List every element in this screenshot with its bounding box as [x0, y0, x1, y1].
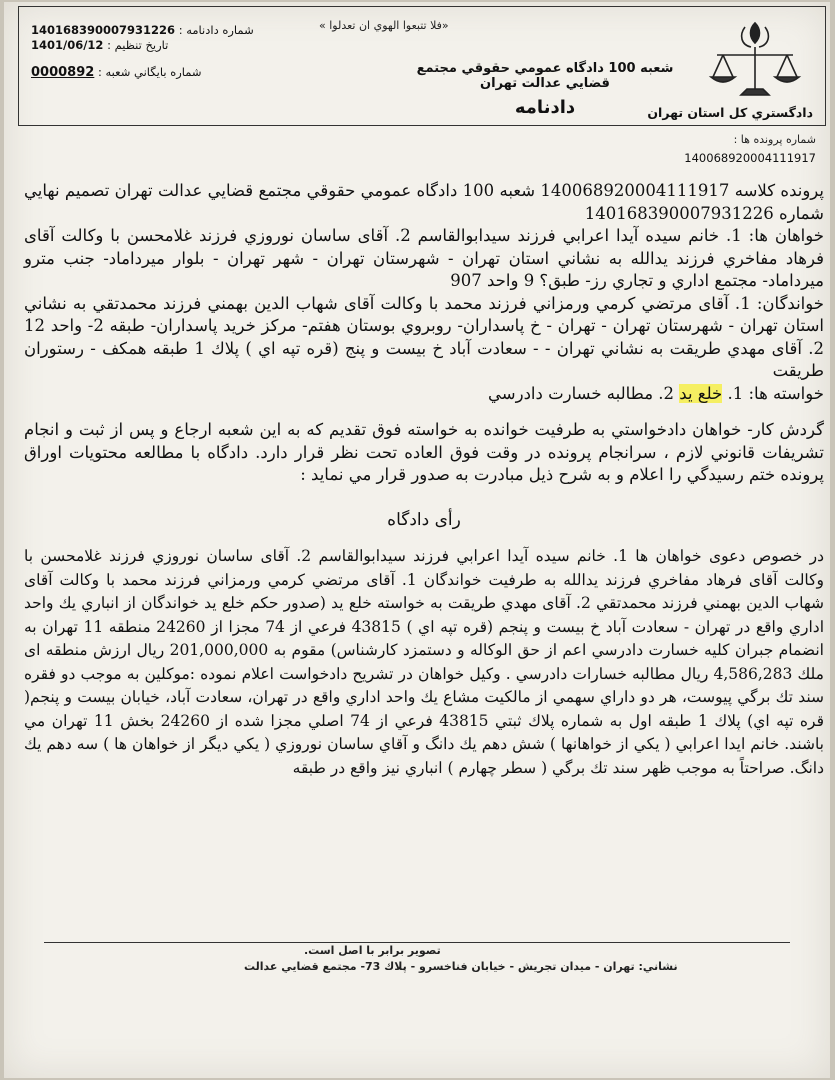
verdict-document — [4, 2, 830, 1078]
department-name: دادگستري كل استان تهران — [647, 105, 813, 120]
archive-row — [31, 65, 202, 80]
court-address: نشاني: تهران - ميدان تجريش - خيابان فناخسرو - پلاك 73- مجتمع قضايي عدالت — [244, 960, 678, 973]
defendants-paragraph: خواندگان: 1. آقاى مرتضي كرمي ورمزاني فرزند محمد با وكالت آقاى شهاب الدين بهمني فرزند محمدتقي به نشاني استان تهران - شهرستان تهران - تهران - خ پاسداران- روبروي بوستان هفتم- مركز خريد پاسداران- طبقه 2- واحد 12 2. آقاى مهدي طريقت به نشاني تهران - - سعادت آباد خ بيست و پنج (قره تپه اي ) پلاك 1 طبقه همكف - رستوران طريقت — [24, 293, 824, 380]
claims-highlight: خلع يد — [679, 383, 723, 403]
verdict-text: در خصوص دعوى خواهان ها 1. خانم سيده آيدا اعرابي فرزند سيدابوالقاسم 2. آقاى ساسان نوروزي فرزند غلامحسن با وكالت آقاى فرهاد مفاخري فرزند يدالله به طرفيت خواندگان 1. آقاى مرتضي كرمي ورمزاني فرزند محمد با وكالت آقاى شهاب الدين بهمني فرزند محمدتقي 2. آقاى مهدي طريقت به خواسته خلع يد (صدور حكم خلع يد خواندگان از انباري يك واحد اداري واقع در تهران - سعادت آباد خ بيست و پنجم (قره تپه اي ) 43815 فرعي از 74 مجزا از 24260 منطقه 11 تهران به انضمام جبران كليه خسارت دادرسي اعم از حق الوكاله و دستمزد كارشناس) مقوم به 201,000,000 ريال ارزش منطقه اى ملك 4,586,283 ريال مطالبه خسارات دادرسي . وكيل خواهان در تشريح دادخواست اعلام نموده :موكلين به موجب دو فقره سند تك برگي پيوست، هر دو داراي سهمي از مالكيت مشاع يك واحد اداري واقع در تهران، سعادت آباد، خيابان بيست و پنجم( قره تپه اي) پلاك 1 طبقه اول به شماره پلاك ثبتي 43815 فرعي از 74 اصلي مجزا شده از 24260 بخش 11 تهران مي باشند. خانم ايدا اعرابي ( يكي از خواهانها ) شش دهم يك دانگ و آقاي ساسان نوروزي ( يكي ديگر از خواهان ها ) سه دهم يك دانگ. صراحتاً به موجب ظهر سند تك برگي ( سطر چهارم ) انباري نيز واقع در طبقه — [24, 547, 825, 777]
claims-paragraph — [24, 383, 824, 406]
case-intro: پرونده كلاسه 140068920004111917 شعبه 100 دادگاه عمومي حقوقي مجتمع قضايي عدالت تهران تصميم نهايي شماره 140168390007931226 — [24, 181, 824, 223]
certified-copy-note: تصوير برابر با اصل است. — [304, 944, 441, 957]
document-body — [24, 180, 824, 780]
plaintiffs-paragraph: خواهان ها: 1. خانم سيده آيدا اعرابي فرزند سيدابوالقاسم 2. آقاى ساسان نوروزي فرزند غلامحسن با وكالت آقاى فرهاد مفاخري فرزند يدالله به نشاني استان تهران - شهرستان تهران - شهر تهران - بلوار ميرداماد- جنب مترو ميرداماد- مجتمع اداري و تجاري رز- طبق؟ 9 واحد 907 — [24, 226, 824, 290]
verdict-number-value: 140168390007931226 — [31, 23, 176, 37]
file-number-value: 140068920004111917 — [684, 151, 816, 165]
header-box — [18, 6, 826, 126]
verdict-number-label: شماره دادنامه : — [178, 23, 254, 37]
date-label: تاريخ تنظيم : — [107, 38, 169, 52]
claims-prefix: خواسته ها: 1. — [727, 383, 824, 403]
verdict-title: رأى دادگاه — [387, 509, 461, 530]
header-verse: «فلا تتبعوا الهوي ان تعدلوا » — [319, 19, 449, 32]
archive-label: شماره بايگاني شعبه : — [97, 65, 202, 79]
archive-value: 0000892 — [31, 65, 95, 80]
claims-suffix: 2. مطالبه خسارت دادرسي — [488, 383, 675, 403]
document-type-title: دادنامه — [514, 97, 576, 118]
date-value: 1401/06/12 — [31, 38, 104, 52]
file-number-label: شماره پرونده ها : — [733, 133, 816, 146]
verdict-number-row — [31, 23, 254, 37]
date-row — [31, 38, 168, 52]
court-branch: شعبه 100 دادگاه عمومي حقوقي مجتمع قضايي عدالت تهران — [416, 61, 674, 91]
footer-divider — [44, 942, 790, 943]
iran-emblem-scales-icon — [705, 19, 805, 103]
procedure-paragraph: گردش كار- خواهان دادخواستي به طرفيت خوانده به خواسته فوق تقديم كه به اين شعبه ارجاع و پس از ثبت و انجام تشريفات قانوني لازم ، سرانجام پرونده در وقت فوق العاده تحت نظر قرار دارد. دادگاه با مطالعه محتويات اوراق پرونده ختم رسيدگي را اعلام و به شرح ذيل مبادرت به صدور قرار مي نمايد : — [24, 420, 824, 484]
